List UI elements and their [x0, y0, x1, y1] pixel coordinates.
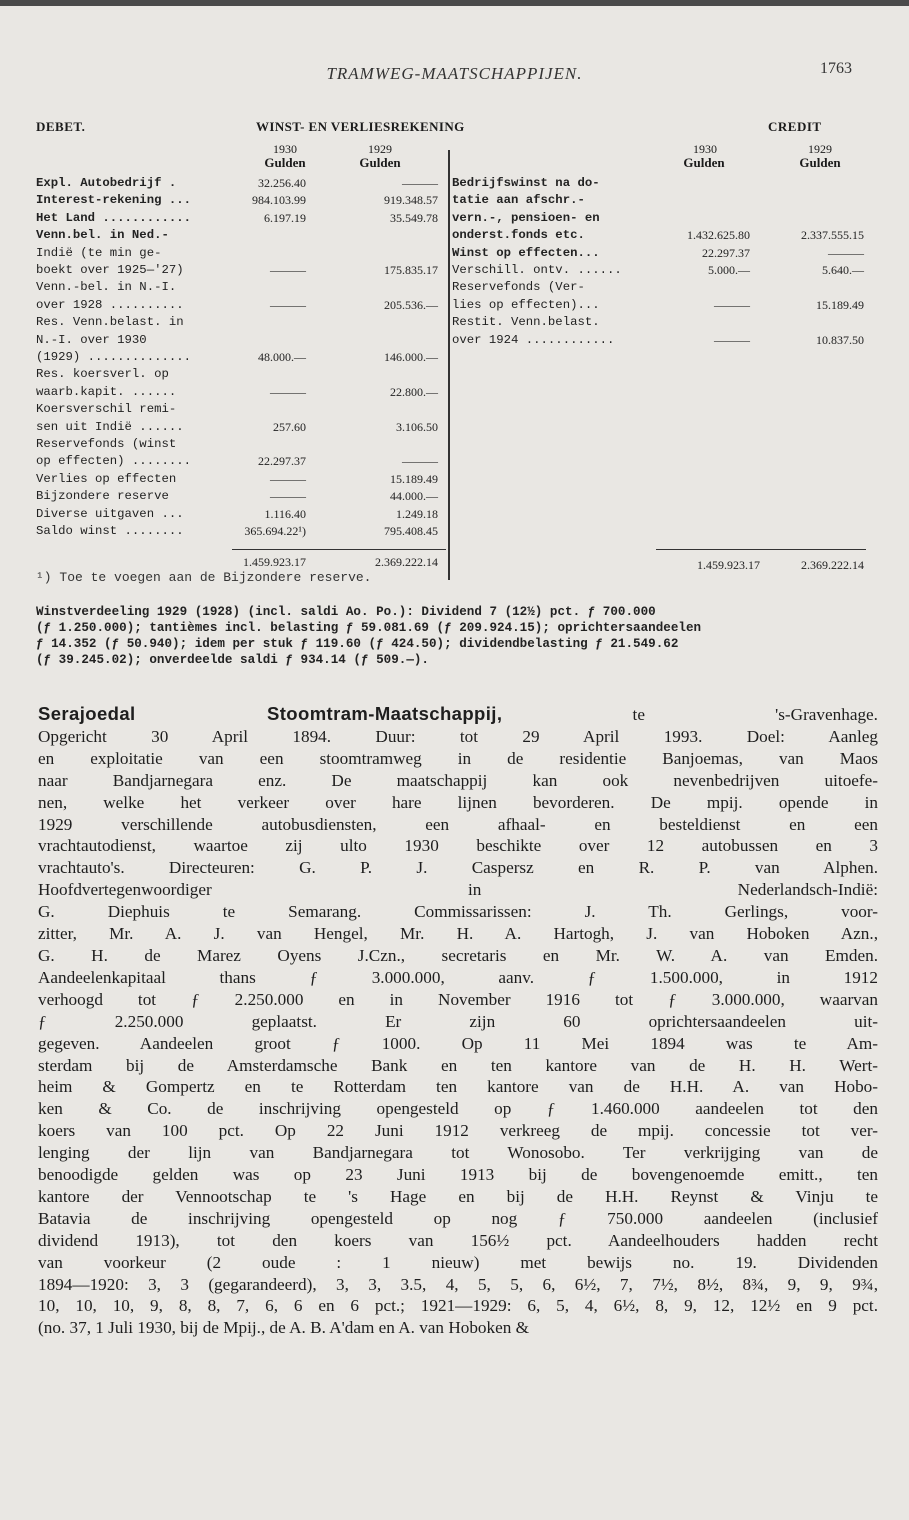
article-line: heim & Gompertz en te Rotterdam ten kantore van de H.H. A. van Hobo- [38, 1077, 878, 1097]
debet-row-1929: 15.189.49 [390, 471, 438, 486]
article-line: zitter, Mr. A. J. van Hengel, Mr. H. A. Hartogh, J. van Hoboken Azn., [38, 924, 878, 944]
debet-row-1930: ——— [270, 471, 306, 486]
debet-row-label: Expl. Autobedrijf . [36, 176, 177, 190]
col-unit-debet-1929: Gulden [359, 155, 401, 170]
debet-row-label: Res. Venn.belast. in [36, 315, 184, 330]
debet-row-label: waarb.kapit. ...... [36, 384, 177, 399]
company-article [38, 703, 878, 1339]
debet-row-1929: 146.000.— [384, 350, 438, 364]
winstverdeeling [36, 604, 876, 668]
debet-total-1930: 1.459.923.17 [243, 555, 306, 569]
credit-row-1930: 1.432.625.80 [687, 228, 750, 243]
article-line: nen, welke het verkeer over hare lijnen bevorderen. De mpij. opende in [38, 792, 878, 812]
article-line: Opgericht 30 April 1894. Duur: tot 29 April 1993. Doel: Aanleg [38, 726, 878, 746]
debet-row-1929: 35.549.78 [390, 210, 438, 225]
article-line: Hoofdvertegenwoordiger in Nederlandsch-Indië: [38, 880, 878, 900]
col-year-credit-1930: 1930 [693, 142, 717, 156]
credit-total-1930: 1.459.923.17 [697, 558, 760, 572]
article-line: Serajoedal Stoomtram-Maatschappij, te 's-Gravenhage. [38, 703, 878, 724]
article-line: vrachtautodienst, waartoe zij ulto 1930 beschikte over 12 autobussen en 3 [38, 836, 878, 856]
credit-row-1929: ——— [828, 245, 864, 260]
credit-row-1930: 22.297.37 [702, 245, 750, 260]
debet-row-1929: 22.800.— [390, 384, 438, 399]
article-line: benoodigde gelden was op 23 Juni 1913 bij de bovengenoemde emitt., ten [38, 1165, 878, 1185]
debet-row-1930: ——— [270, 263, 306, 277]
debet-row-label: Bijzondere reserve [36, 489, 169, 504]
article-line: lenging der lijn van Bandjarnegara tot Wonosobo. Ter verkrijging van de [38, 1143, 878, 1163]
page-number: 1763 [820, 60, 852, 77]
article-line: Aandeelenkapitaal thans ƒ 3.000.000, aanv. ƒ 1.500.000, in 1912 [38, 967, 878, 987]
debet-row-1929: ——— [402, 454, 438, 469]
debet-row-label: Interest-rekening ... [36, 193, 191, 208]
ledger-divider [448, 150, 450, 580]
debet-row-1930: 32.256.40 [258, 176, 306, 190]
article-line: dividend 1913), tot den koers van 156½ pct. Aandeelhouders hadden recht [38, 1230, 878, 1250]
article-line: van voorkeur (2 oude : 1 nieuw) met bewijs no. 19. Dividenden [38, 1252, 878, 1272]
article-line: vrachtauto's. Directeuren: G. P. J. Caspersz en R. P. van Alphen. [38, 858, 878, 878]
article-line: Batavia de inschrijving opengesteld op nog ƒ 750.000 aandeelen (inclusief [38, 1208, 878, 1228]
debet-row-label: Res. koersverl. op [36, 367, 169, 382]
col-year-debet-1930: 1930 [273, 142, 297, 156]
debet-row-1929: 205.536.— [384, 297, 438, 312]
winst-line: Winstverdeeling 1929 (1928) (incl. saldi Ao. Po.): Dividend 7 (12½) pct. ƒ 700.000 [36, 605, 656, 619]
debet-row-1929: ——— [402, 176, 438, 190]
winst-line: ƒ 14.352 (ƒ 50.940); idem per stuk ƒ 119.60 (ƒ 424.50); dividendbelasting ƒ 21.549.62 [36, 637, 679, 651]
credit-total-1929: 2.369.222.14 [801, 558, 864, 572]
debet-row-label: Koersverschil remi- [36, 402, 177, 417]
debet-row-1930: ——— [270, 489, 306, 504]
debet-row-label: N.-I. over 1930 [36, 332, 147, 347]
credit-row-1929: 5.640.— [822, 263, 864, 277]
debet-row-1930: 48.000.— [258, 350, 306, 364]
debet-row-label: boekt over 1925—'27) [36, 263, 184, 277]
credit-row-label: over 1924 ............ [452, 332, 615, 347]
credit-row-label: vern.-, pensioen- en [452, 210, 600, 225]
credit-row-label: lies op effecten)... [452, 297, 600, 312]
debet-total-rule [232, 549, 446, 550]
article-line: kantore der Vennootschap te 's Hage en bij de H.H. Reynst & Vinju te [38, 1186, 878, 1206]
article-line: sterdam bij de Amsterdamsche Bank en ten kantore van de H. H. Wert- [38, 1055, 878, 1075]
col-unit-credit-1930: Gulden [683, 155, 725, 170]
debet-row-label: over 1928 .......... [36, 297, 184, 312]
credit-row-label: Verschill. ontv. ...... [452, 263, 622, 277]
credit-row-label: Winst op effecten... [452, 245, 600, 260]
article-line: ken & Co. de inschrijving opengesteld op ƒ 1.460.000 aandeelen tot den [38, 1099, 878, 1119]
debet-row-1930: 1.116.40 [264, 506, 306, 521]
ledger-title: WINST- EN VERLIESREKENING [256, 119, 465, 134]
footnote [36, 570, 371, 585]
debet-row-label: Het Land ............ [36, 210, 191, 225]
credit-row-label: tatie aan afschr.- [452, 193, 585, 208]
debet-row-label: sen uit Indië ...... [36, 419, 184, 434]
article-line: G. Diephuis te Semarang. Commissarissen: J. Th. Gerlings, voor- [38, 902, 878, 922]
debet-row-1930: 6.197.19 [264, 210, 306, 225]
col-unit-debet-1930: Gulden [264, 155, 306, 170]
debet-row-label: Diverse uitgaven ... [36, 506, 184, 521]
debet-row-1929: 175.835.17 [384, 263, 438, 277]
debet-total-1929: 2.369.222.14 [375, 555, 438, 569]
debet-row-1930: ——— [270, 384, 306, 399]
article-line: 1929 verschillende autobusdiensten, een afhaal- en besteldienst en een [38, 814, 878, 834]
debet-row-label: Reservefonds (winst [36, 437, 177, 451]
credit-label: CREDIT [768, 119, 822, 134]
article-line: verhoogd tot ƒ 2.250.000 en in November 1916 tot ƒ 3.000.000, waarvan [38, 989, 878, 1009]
credit-row-1930: 5.000.— [708, 263, 750, 277]
scan-edge [0, 0, 909, 6]
credit-row-1930: ——— [714, 332, 750, 347]
debet-row-1929: 1.249.18 [396, 506, 438, 521]
debet-row-label: Saldo winst ........ [36, 524, 184, 538]
debet-row-label: Indië (te min ge- [36, 245, 162, 260]
article-line: 1894—1920: 3, 3 (gegarandeerd), 3, 3, 3.5, 4, 5, 5, 6, 6½, 7, 7½, 8½, 8¾, 9, 9, 9¾, [38, 1274, 878, 1294]
footnote-mark: ¹) [36, 570, 52, 585]
winst-line: (ƒ 1.250.000); tantièmes incl. belasting ƒ 59.081.69 (ƒ 209.924.15); oprichtersaandeelen [36, 621, 702, 635]
debet-row-1930: 984.103.99 [252, 193, 306, 208]
footnote-text: Toe te voegen aan de Bijzondere reserve. [59, 570, 372, 585]
debet-row-label: op effecten) ........ [36, 454, 191, 469]
credit-total-rule [656, 549, 866, 550]
debet-row-1930: ——— [270, 297, 306, 312]
credit-row-label: onderst.fonds etc. [452, 228, 585, 243]
credit-row-1930: ——— [714, 297, 750, 312]
credit-row-1929: 15.189.49 [816, 297, 864, 312]
winst-line: (ƒ 39.245.02); onverdeelde saldi ƒ 934.14 (ƒ 509.—). [36, 653, 429, 667]
debet-row-label: (1929) .............. [36, 350, 191, 364]
debet-row-1929: 44.000.— [390, 489, 438, 504]
debet-row-1930: 365.694.22¹) [244, 524, 306, 538]
article-line: naar Bandjarnegara enz. De maatschappij kan ook nevenbedrijven uitoefe- [38, 770, 878, 790]
debet-row-1929: 3.106.50 [396, 419, 438, 434]
debet-row-1929: 919.348.57 [384, 193, 438, 208]
col-unit-credit-1929: Gulden [799, 155, 841, 170]
article-line: G. H. de Marez Oyens J.Czn., secretaris en Mr. W. A. van Emden. [38, 945, 878, 965]
debet-row-1929: 795.408.45 [384, 524, 438, 538]
running-title: TRAMWEG-MAATSCHAPPIJEN. [326, 64, 583, 83]
article-line: koers van 100 pct. Op 22 Juni 1912 verkreeg de mpij. concessie tot ver- [38, 1121, 878, 1141]
debet-row-label: Venn.bel. in Ned.- [36, 228, 169, 243]
col-year-credit-1929: 1929 [808, 142, 832, 156]
article-line: (no. 37, 1 Juli 1930, bij de Mpij., de A. B. A'dam en A. van Hoboken & [38, 1318, 529, 1338]
article-line: 10, 10, 10, 9, 8, 8, 7, 6, 6 en 6 pct.; 1921—1929: 6, 5, 4, 6½, 8, 9, 12, 12½ en 9 pct. [38, 1296, 878, 1316]
article-line: ƒ 2.250.000 geplaatst. Er zijn 60 oprichtersaandeelen uit- [38, 1011, 878, 1031]
credit-row-label: Restit. Venn.belast. [452, 315, 600, 330]
debet-row-label: Verlies op effecten [36, 471, 177, 486]
credit-row-1929: 2.337.555.15 [801, 228, 864, 243]
debet-row-1930: 22.297.37 [258, 454, 306, 469]
company-name: Serajoedal Stoomtram-Maatschappij, [38, 703, 503, 724]
debet-label: DEBET. [36, 119, 86, 134]
credit-row-1929: 10.837.50 [816, 332, 864, 347]
debet-row-label: Venn.-bel. in N.-I. [36, 280, 177, 295]
article-line: gegeven. Aandeelen groot ƒ 1000. Op 11 Mei 1894 was te Am- [38, 1033, 878, 1053]
credit-row-label: Bedrijfswinst na do- [452, 176, 600, 190]
col-year-debet-1929: 1929 [368, 142, 392, 156]
credit-row-label: Reservefonds (Ver- [452, 280, 585, 295]
debet-row-1930: 257.60 [273, 419, 306, 434]
article-line: en exploitatie van een stoomtramweg in de residentie Banjoemas, van Maos [38, 748, 878, 768]
